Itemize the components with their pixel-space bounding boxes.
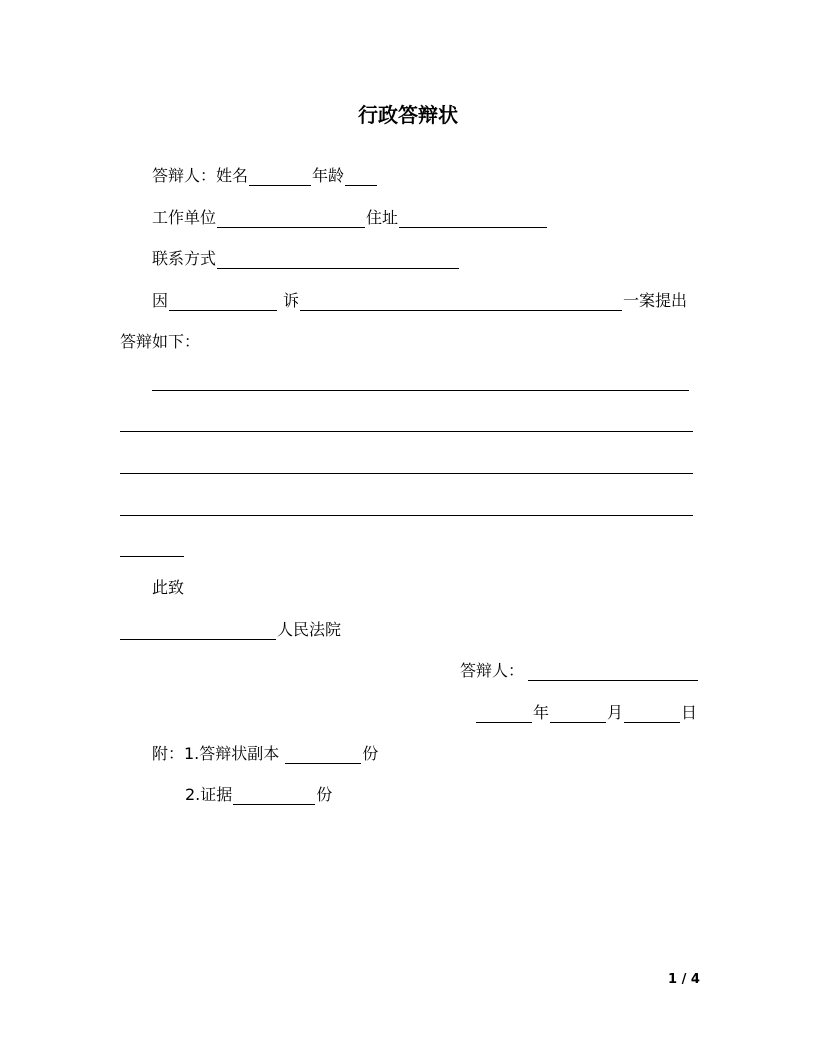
day-blank[interactable] xyxy=(624,706,680,723)
reply-label: 答辩如下： xyxy=(120,332,201,351)
evidence-label: 2.证据 xyxy=(185,785,233,804)
address-blank[interactable] xyxy=(399,211,547,228)
month-blank[interactable] xyxy=(550,706,606,723)
reply-line xyxy=(120,332,200,352)
because-label: 因 xyxy=(152,291,169,310)
contact-label: 联系方式 xyxy=(152,249,217,268)
copy-count-blank[interactable] xyxy=(285,747,361,764)
signature-label: 答辩人： xyxy=(460,661,525,680)
answer-line-3[interactable] xyxy=(120,473,693,474)
answer-line-5[interactable] xyxy=(120,556,184,557)
attachment-copy-label: 附：1.答辩状副本 xyxy=(152,744,280,763)
greeting-line xyxy=(152,578,184,598)
plaintiff-blank[interactable] xyxy=(169,294,277,311)
age-label: 年龄 xyxy=(312,166,345,185)
sue-label: 诉 xyxy=(283,291,300,310)
month-label: 月 xyxy=(607,703,624,722)
respondent-line xyxy=(152,166,378,186)
case-line xyxy=(152,291,687,311)
signature-blank[interactable] xyxy=(528,664,698,681)
employer-label: 工作单位 xyxy=(152,208,217,227)
employer-blank[interactable] xyxy=(217,211,365,228)
day-label: 日 xyxy=(681,703,698,722)
address-label: 住址 xyxy=(366,208,399,227)
copies-label-1: 份 xyxy=(362,744,379,763)
court-blank[interactable] xyxy=(120,623,276,640)
copies-label-2: 份 xyxy=(316,785,333,804)
age-blank[interactable] xyxy=(345,169,377,186)
answer-line-4[interactable] xyxy=(120,515,693,516)
date-line xyxy=(476,703,697,723)
case-label: 一案提出 xyxy=(623,291,688,310)
employer-line xyxy=(152,208,548,228)
page-number: 1 / 4 xyxy=(668,972,700,987)
court-line xyxy=(120,620,341,640)
evidence-count-blank[interactable] xyxy=(233,788,315,805)
attachment-line-1 xyxy=(152,744,378,764)
contact-line xyxy=(152,249,460,269)
greeting-text: 此致 xyxy=(152,578,185,597)
attachment-line-2 xyxy=(185,785,332,805)
year-blank[interactable] xyxy=(476,706,532,723)
case-subject-blank[interactable] xyxy=(300,294,622,311)
answer-line-2[interactable] xyxy=(120,431,693,432)
name-blank[interactable] xyxy=(249,169,311,186)
year-label: 年 xyxy=(533,703,550,722)
court-label: 人民法院 xyxy=(277,620,342,639)
answer-line-1[interactable] xyxy=(152,390,689,391)
document-title: 行政答辩状 xyxy=(358,103,458,127)
contact-blank[interactable] xyxy=(217,252,459,269)
signature-line xyxy=(460,661,699,681)
respondent-name-label: 答辩人：姓名 xyxy=(152,166,249,185)
